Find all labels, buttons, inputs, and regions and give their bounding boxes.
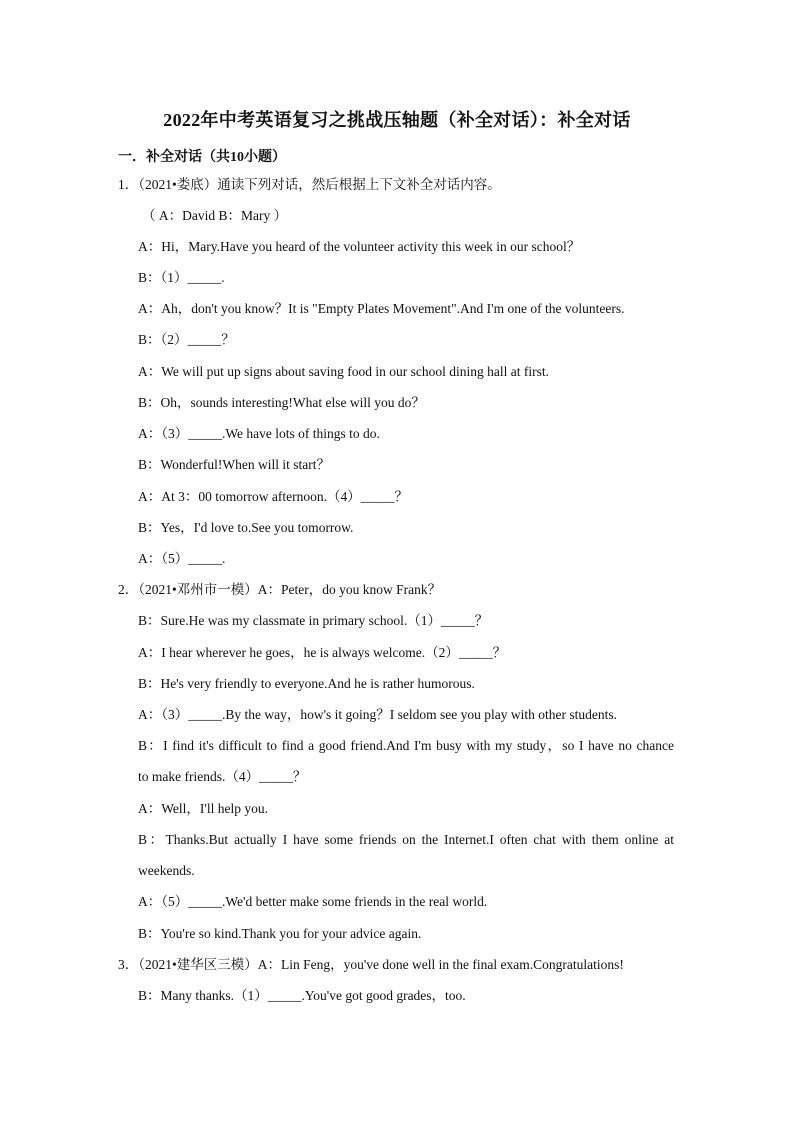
dialogue-line: B：（1）_____. <box>138 270 225 285</box>
dialogue-line-continued: weekends. <box>138 863 195 878</box>
dialogue-line: B：He's very friendly to everyone.And he is rather humorous. <box>138 676 475 691</box>
dialogue-line: B：Wonderful!When will it start？ <box>138 457 330 472</box>
dialogue-line: B：Many thanks.（1）_____.You've got good grades，too. <box>138 988 466 1003</box>
section-heading: 一．补全对话（共10小题） <box>118 150 286 165</box>
dialogue-line: A：We will put up signs about saving food in our school dining hall at first. <box>138 364 549 379</box>
dialogue-line: B：Sure.He was my classmate in primary school.（1）_____？ <box>138 613 489 628</box>
dialogue-line: A：I hear wherever he goes，he is always welcome.（2）_____？ <box>138 645 507 660</box>
dialogue-line: A：（3）_____.We have lots of things to do. <box>138 426 380 441</box>
page-title: 2022年中考英语复习之挑战压轴题（补全对话）：补全对话 <box>163 110 631 130</box>
dialogue-line: A：Well，I'll help you. <box>138 801 268 816</box>
dialogue-line: B：Thanks.But actually I have some friends on the Internet.I often chat with them online at <box>138 832 674 847</box>
question-1-roles: （ A：David B：Mary ） <box>142 208 288 223</box>
question-2-header: 2．（2021•邓州市一模）A：Peter，do you know Frank？ <box>118 582 442 597</box>
dialogue-line: B：（2）_____？ <box>138 332 235 347</box>
dialogue-line: A：（5）_____. <box>138 551 226 566</box>
dialogue-line: A：Ah，don't you know？It is "Empty Plates Movement".And I'm one of the volunteers. <box>138 301 625 316</box>
dialogue-line: A：（3）_____.By the way，how's it going？I seldom see you play with other students. <box>138 707 618 722</box>
dialogue-line-continued: to make friends.（4）_____？ <box>138 769 307 784</box>
dialogue-line: B：Yes，I'd love to.See you tomorrow. <box>138 520 354 535</box>
dialogue-line: A：（5）_____.We'd better make some friends in the real world. <box>138 894 488 909</box>
dialogue-line: B：Oh，sounds interesting!What else will you do？ <box>138 395 425 410</box>
dialogue-line: B：You're so kind.Thank you for your advice again. <box>138 926 422 941</box>
question-1-header: 1．（2021•娄底）通读下列对话，然后根据上下文补全对话内容。 <box>118 177 501 192</box>
dialogue-line: A：Hi，Mary.Have you heard of the volunteer activity this week in our school？ <box>138 239 581 254</box>
dialogue-line: B：I find it's difficult to find a good friend.And I'm busy with my study，so I have no chance <box>138 738 674 753</box>
dialogue-line: A：At 3：00 tomorrow afternoon.（4）_____？ <box>138 489 408 504</box>
question-3-header: 3．（2021•建华区三模）A：Lin Feng，you've done well in the final exam.Congratulations! <box>118 957 624 972</box>
